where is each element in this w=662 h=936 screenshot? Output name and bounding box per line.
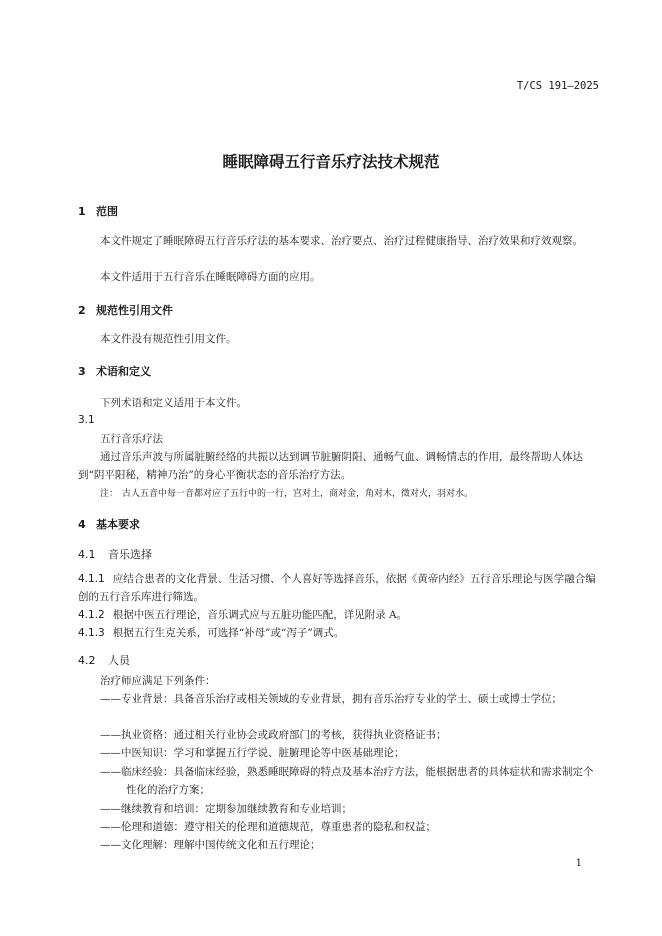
section-2-heading [78, 302, 173, 318]
section-number: 3 [78, 365, 86, 378]
paragraph: 本文件没有规范性引用文件。 [100, 333, 237, 345]
section-number: 4 [78, 518, 86, 531]
section-title: 术语和定义 [96, 365, 151, 378]
section-4-heading [78, 516, 140, 532]
list-item: ——中医知识：学习和掌握五行学说、脏腑理论等中医基础理论； [100, 747, 405, 759]
clause-text: 根据中医五行理论，音乐调式应与五脏功能匹配，详见附录 A。 [112, 609, 408, 621]
clause-number: 4.1.1 [78, 573, 105, 585]
clause-4-1-1 [78, 570, 598, 606]
section-number: 1 [78, 205, 86, 218]
section-1-heading [78, 203, 118, 219]
subsection-number: 4.2 [78, 654, 96, 667]
list-item: ——文化理解：理解中国传统文化和五行理论； [100, 839, 321, 851]
paragraph: 本文件适用于五行音乐在睡眠障碍方面的应用。 [100, 271, 321, 283]
clause-4-1-3 [78, 624, 598, 642]
clause-number: 4.1.3 [78, 627, 105, 639]
clause-text: 应结合患者的文化背景、生活习惯、个人喜好等选择音乐，依据《黄帝内经》五行音乐理论与医学融合编创的五行音乐库进行筛选。 [78, 573, 596, 603]
list-item: ——专业背景：具备音乐治疗或相关领域的专业背景，拥有音乐治疗专业的学士、硕士或博士学位； [100, 693, 562, 705]
paragraph: 治疗师应满足下列条件： [100, 675, 216, 687]
subsection-number: 4.1 [78, 548, 96, 561]
note [100, 486, 600, 499]
term-definition: 通过音乐声波与所属脏腑经络的共振以达到调节脏腑阴阳、通畅气血、调畅情志的作用，最终帮助人体达到“阴平阳秘，精神乃治”的身心平衡状态的音乐治疗方法。 [78, 451, 583, 481]
term-number: 3.1 [78, 414, 95, 426]
clause-text: 根据五行生克关系，可选择“补母”或“泻子”调式。 [112, 627, 345, 639]
subsection-title: 人员 [108, 654, 130, 667]
subsection-title: 音乐选择 [108, 548, 152, 561]
section-title: 基本要求 [96, 518, 140, 531]
section-title: 规范性引用文件 [96, 304, 173, 317]
page-number: 1 [575, 858, 582, 869]
note-text: 古人五音中每一音都对应了五行中的一行，宫对土，商对金，角对木，徵对火，羽对水。 [122, 489, 474, 499]
clause-number: 4.1.2 [78, 609, 105, 621]
standard-code: T/CS 191—2025 [516, 80, 599, 92]
list-item: ——执业资格：通过相关行业协会或政府部门的考核，获得执业资格证书； [100, 729, 447, 741]
list-item: ——伦理和道德：遵守相关的伦理和道德规范，尊重患者的隐私和权益； [100, 821, 436, 833]
subsection-4-1-heading [78, 546, 152, 562]
paragraph: 本文件规定了睡眠障碍五行音乐疗法的基本要求、治疗要点、治疗过程健康指导、治疗效果和疗效观察。 [100, 235, 583, 247]
section-title: 范围 [96, 205, 118, 218]
section-number: 2 [78, 304, 86, 317]
note-label: 注： [100, 489, 119, 499]
list-item: ——继续教育和培训：定期参加继续教育和专业培训； [100, 803, 352, 815]
term-name: 五行音乐疗法 [100, 433, 163, 445]
list-item: ——临床经验：具备临床经验，熟悉睡眠障碍的特点及基本治疗方法，能根据患者的具体症状和需求制定个性化的治疗方案； [100, 766, 594, 796]
section-3-heading [78, 363, 151, 379]
clause-4-1-2 [78, 606, 598, 624]
paragraph: 下列术语和定义适用于本文件。 [100, 397, 247, 409]
subsection-4-2-heading [78, 652, 130, 668]
document-title: 睡眠障碍五行音乐疗法技术规范 [222, 153, 440, 171]
